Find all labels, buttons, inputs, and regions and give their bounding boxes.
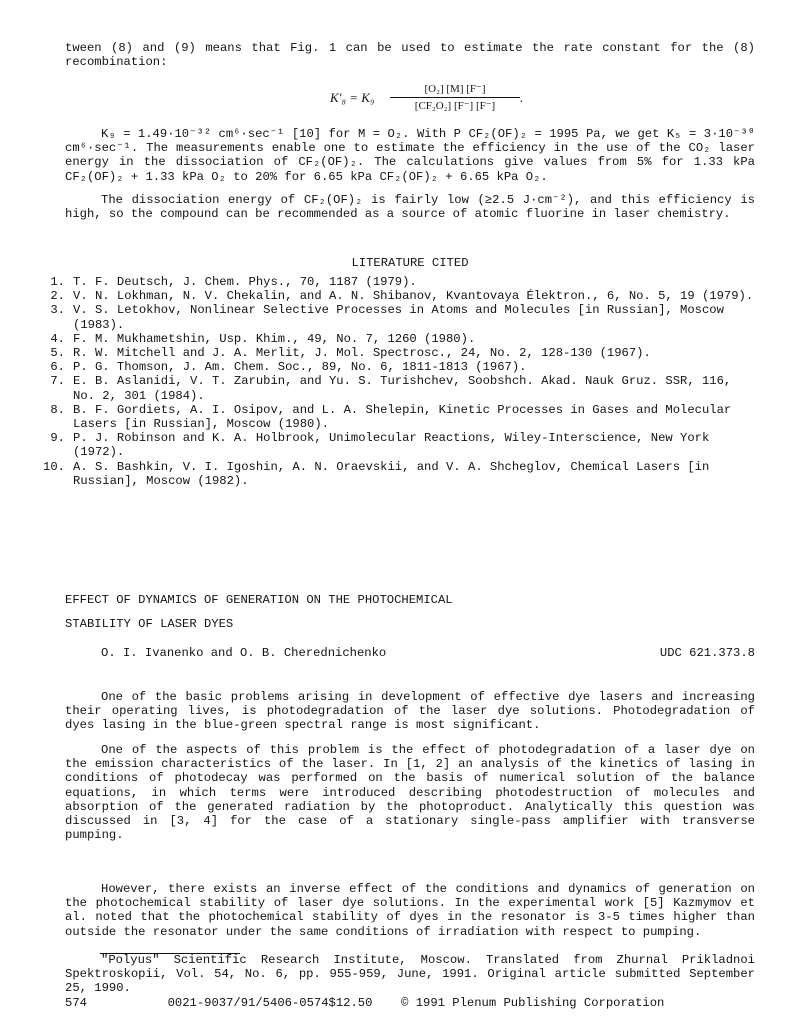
- copyright-notice: © 1991 Plenum Publishing Corporation: [401, 996, 665, 1010]
- paragraph-1-text: K₉ = 1.49·10⁻³² cm⁶·sec⁻¹ [10] for M = O₂. With P CF₂(OF)₂ = 1995 Pa, we get K₅ = 3·10⁻³⁰ cm⁶·sec⁻¹. The measurements enable one to estimate the efficiency in the use of the CO₂ laser energy in the dissociation of CF₂(OF)₂. The calculations give values from 5% for 1.33 kPa CF₂(OF)₂ + 1.33 kPa O₂ to 20% for 6.65 kPa CF₂(OF)₂ + 6.65 kPa O₂.: [65, 127, 755, 184]
- reference-item: 8. B. F. Gordiets, A. I. Osipov, and L. A. Shelepin, Kinetic Processes in Gases and Molecular Lasers [in Russian], Moscow (1980).: [50, 402, 732, 432]
- body-paragraph-2-text: One of the aspects of this problem is the effect of photodegradation of a laser dye on the emission characteristics of the laser. In [1, 2] an analysis of the kinetics of lasing in conditions of photodecay was performed on the basis of numerical solution of the balance equations, in which terms were introduced describing photodestruction of molecules and absorption of the generated radiation by the photoproduct. Analytically this question was discussed in [3, 4] for the case of a stationary single-pass amplifier with transverse pumping.: [65, 743, 755, 843]
- body-paragraph-1: [65, 690, 755, 733]
- equation-numerator: [O₂] [M] [F⁻]: [424, 83, 486, 95]
- byline: [101, 646, 755, 660]
- reference-item: 4. F. M. Mukhametshin, Usp. Khim., 49, No. 7, 1260 (1980).: [50, 331, 476, 346]
- intro-paragraph: [65, 41, 755, 69]
- equation-lhs: K′₈ = K₉: [330, 90, 375, 105]
- article-code: 0021-9037/91/5406-0574$12.50: [167, 996, 373, 1010]
- article-title-line-1: EFFECT OF DYNAMICS OF GENERATION ON THE PHOTOCHEMICAL: [65, 593, 453, 607]
- reference-item: 3. V. S. Letokhov, Nonlinear Selective Processes in Atoms and Molecules [in Russian], Moscow (1983).: [50, 303, 724, 332]
- reference-list: [35, 275, 755, 488]
- paragraph-2: [65, 193, 755, 221]
- footnote: [65, 953, 755, 996]
- reference-item: 7. E. B. Aslanidi, V. T. Zarubin, and Yu. S. Turishchev, Soobshch. Akad. Nauk Gruz. SSR, 116, No. 2, 301 (1984).: [50, 374, 732, 403]
- paragraph-2-text: The dissociation energy of CF₂(OF)₂ is fairly low (≥2.5 J·cm⁻²), and this efficiency is high, so the compound can be recommended as a source of atomic fluorine in laser chemistry.: [65, 193, 755, 222]
- article-authors: O. I. Ivanenko and O. B. Cherednichenko: [101, 646, 387, 660]
- reference-item: 10. A. S. Bashkin, V. I. Igoshin, A. N. Oraevskii, and V. A. Shcheglov, Chemical Lasers [in Russian], Moscow (1982).: [43, 459, 710, 488]
- equation-end: .: [520, 90, 524, 105]
- article-title: [65, 593, 755, 631]
- body-paragraph-1-text: One of the basic problems arising in development of effective dye lasers and increasing their operating lives, is photodegradation of the laser dye solutions. Photodegradation of dyes lasing in the blue-green spectral range is most significant.: [65, 690, 755, 733]
- udc-code: UDC 621.373.8: [659, 646, 755, 660]
- paragraph-1: [65, 127, 755, 184]
- reference-item: 1. T. F. Deutsch, J. Chem. Phys., 70, 1187 (1979).: [50, 275, 417, 289]
- equation-fraction: [390, 82, 520, 113]
- fraction-bar: [390, 97, 520, 98]
- body-paragraph-3-text: However, there exists an inverse effect of the conditions and dynamics of generation on the photochemical stability of laser dye solutions. In the experimental work [5] Kazmymov et al. noted that the photochemical stability of dyes in the resonator is 3-5 times higher than outside the resonator under the same conditions of irradiation with respect to pumping.: [65, 882, 755, 939]
- reference-item: 5. R. W. Mitchell and J. A. Merlit, J. Mol. Spectrosc., 24, No. 2, 128-130 (1967).: [50, 346, 651, 361]
- footnote-text: "Polyus" Scientific Research Institute, Moscow. Translated from Zhurnal Prikladnoi Spektroskopii, Vol. 54, No. 6, pp. 955-959, June, 1991. Original article submitted September 25, 1990.: [65, 953, 755, 996]
- equation-denominator: [CF₂O₂] [F⁻] [F⁻]: [414, 100, 496, 112]
- body-paragraph-3: [65, 882, 755, 939]
- page-footer: [65, 996, 705, 1010]
- article-title-line-2: STABILITY OF LASER DYES: [65, 617, 234, 632]
- literature-heading: [65, 256, 755, 270]
- intro-text: tween (8) and (9) means that Fig. 1 can be used to estimate the rate constant for the (8) recombination:: [65, 41, 755, 70]
- reference-item: 9. P. J. Robinson and K. A. Holbrook, Unimolecular Reactions, Wiley-Interscience, New York (1972).: [50, 431, 710, 460]
- literature-heading-text: LITERATURE CITED: [351, 256, 469, 270]
- reference-item: 2. V. N. Lokhman, N. V. Chekalin, and A. N. Shibanov, Kvantovaya Élektron., 6, No. 5, 19 (1979).: [50, 289, 754, 304]
- page-number: 574: [65, 996, 87, 1010]
- body-paragraph-2: [65, 743, 755, 842]
- reference-item: 6. P. G. Thomson, J. Am. Chem. Soc., 89, No. 6, 1811-1813 (1967).: [50, 360, 527, 375]
- equation: [330, 82, 530, 116]
